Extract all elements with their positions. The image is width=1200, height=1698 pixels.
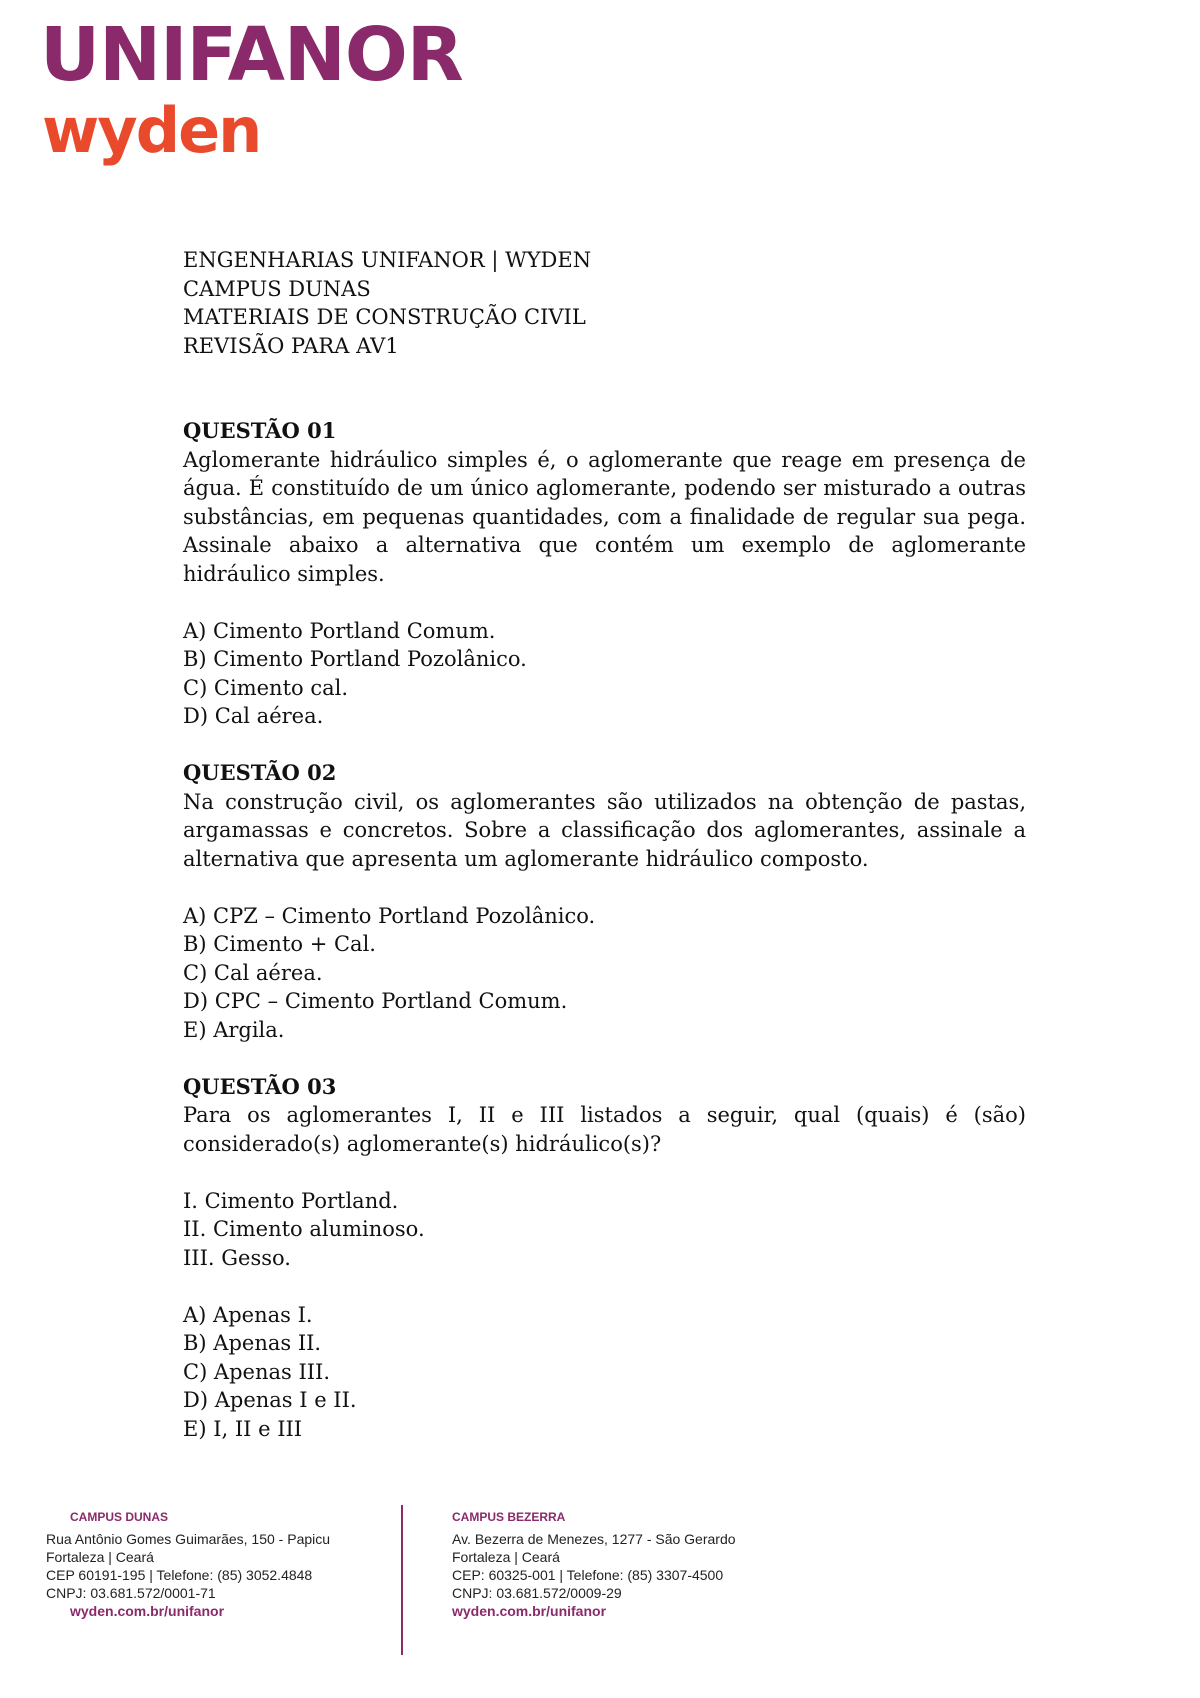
address-line: Rua Antônio Gomes Guimarães, 150 - Papicu — [46, 1531, 331, 1547]
option: A) Cimento Portland Comum. — [183, 618, 496, 643]
option: B) Cimento + Cal. — [183, 932, 376, 956]
option: D) Apenas I e II. — [183, 1388, 357, 1412]
list-item: III. Gesso. — [183, 1245, 291, 1270]
question-3 — [183, 1073, 1026, 1444]
question-text: Na construção civil, os aglomerantes são utilizados na obtenção de pastas, argamassas e concretos. Sobre a classificação dos aglomerantes, assinale a alternativa que apresenta um aglomerante hidráulico composto. — [183, 789, 1026, 871]
address-line: Av. Bezerra de Menezes, 1277 - São Gerardo — [452, 1531, 736, 1547]
option: D) Cal aérea. — [183, 704, 324, 728]
cnpj-line: CNPJ: 03.681.572/0001-71 — [46, 1585, 216, 1601]
option: E) Argila. — [183, 1017, 285, 1042]
option: C) Apenas III. — [183, 1359, 331, 1384]
document-body — [183, 246, 1026, 1443]
cnpj-line: CNPJ: 03.681.572/0009-29 — [452, 1585, 622, 1601]
header-line-4: REVISÃO PARA AV1 — [183, 333, 399, 358]
website-link[interactable]: wyden.com.br/unifanor — [452, 1603, 607, 1619]
document-header — [183, 246, 1026, 360]
option: C) Cimento cal. — [183, 675, 349, 700]
question-title: QUESTÃO 01 — [183, 418, 337, 443]
footer-campus-bezerra — [452, 1508, 792, 1620]
option: B) Cimento Portland Pozolânico. — [183, 647, 527, 671]
list-item: II. Cimento aluminoso. — [183, 1217, 425, 1241]
header-line-3: MATERIAIS DE CONSTRUÇÃO CIVIL — [183, 305, 586, 329]
header-line-1: ENGENHARIAS UNIFANOR | WYDEN — [183, 248, 592, 272]
option: B) Apenas II. — [183, 1331, 322, 1355]
option: A) Apenas I. — [183, 1302, 313, 1327]
question-2 — [183, 759, 1026, 1044]
website-link[interactable]: wyden.com.br/unifanor — [70, 1603, 225, 1619]
list-item: I. Cimento Portland. — [183, 1188, 399, 1213]
question-text: Para os aglomerantes I, II e III listados a seguir, qual (quais) é (são) considerado(s) aglomerante(s) hidráulico(s)? — [183, 1103, 1026, 1156]
contact-line: CEP: 60325-001 | Telefone: (85) 3307-4500 — [452, 1567, 724, 1583]
unifanor-logo: UNIFANOR — [40, 12, 463, 98]
option: C) Cal aérea. — [183, 960, 323, 985]
option: E) I, II e III — [183, 1416, 303, 1441]
header-line-2: CAMPUS DUNAS — [183, 276, 371, 301]
contact-line: CEP 60191-195 | Telefone: (85) 3052.4848 — [46, 1567, 313, 1583]
wyden-logo: wyden — [42, 94, 261, 167]
footer-divider — [401, 1505, 403, 1655]
question-title: QUESTÃO 02 — [183, 760, 337, 785]
question-text: Aglomerante hidráulico simples é, o aglomerante que reage em presença de água. É constituído de um único aglomerante, podendo ser misturado a outras substâncias, em pequenas quantidades, com a finalidade de regular sua pega. Assinale abaixo a alternativa que contém um exemplo de aglomerante hidráulico simples. — [183, 447, 1026, 586]
option: A) CPZ – Cimento Portland Pozolânico. — [183, 903, 596, 928]
campus-name: CAMPUS BEZERRA — [452, 1510, 566, 1524]
address-city: Fortaleza | Ceará — [46, 1549, 154, 1565]
footer-campus-dunas — [46, 1508, 366, 1620]
option: D) CPC – Cimento Portland Comum. — [183, 989, 568, 1013]
question-title: QUESTÃO 03 — [183, 1073, 337, 1099]
campus-name: CAMPUS DUNAS — [70, 1510, 169, 1524]
address-city: Fortaleza | Ceará — [452, 1549, 560, 1565]
question-1 — [183, 417, 1026, 731]
